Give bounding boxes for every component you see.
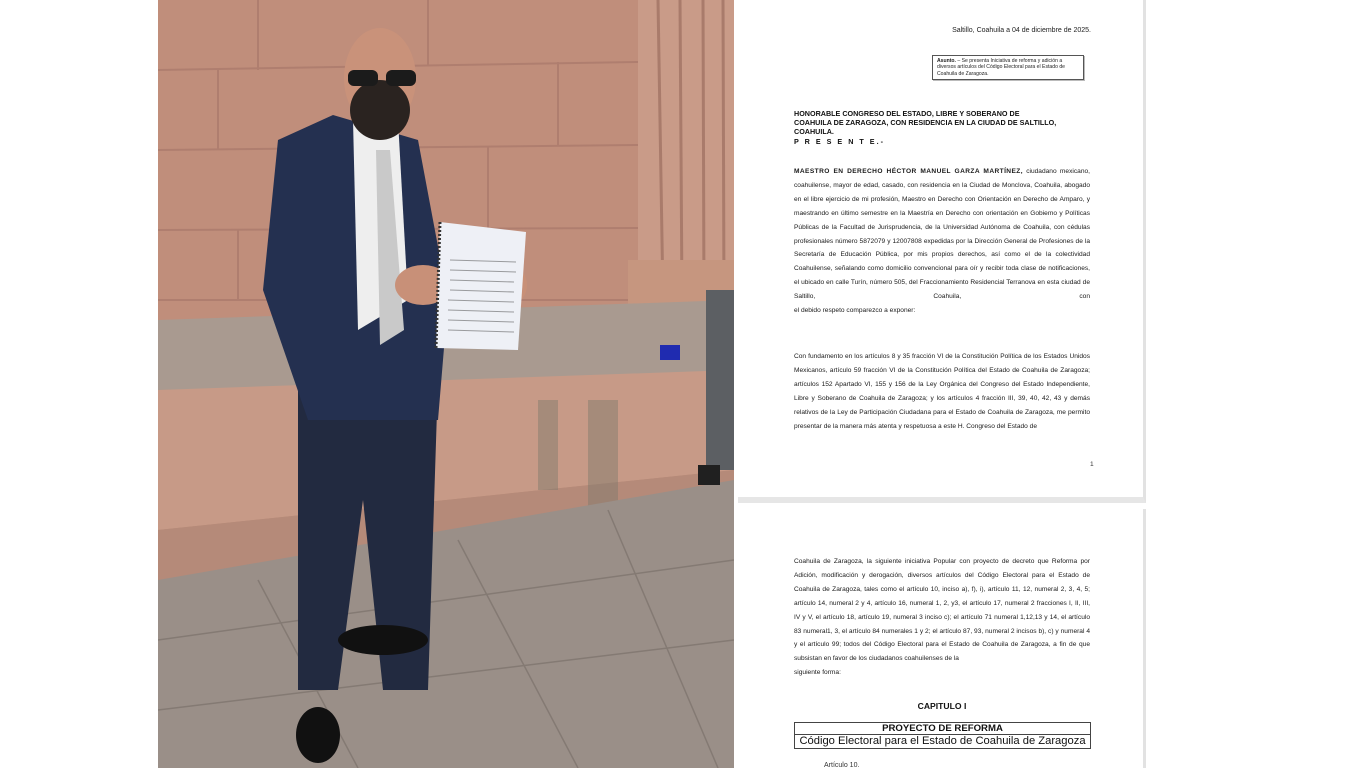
date-line: Saltillo, Coahuila a 04 de diciembre de 2025. <box>952 27 1091 34</box>
addressee-line: HONORABLE CONGRESO DEL ESTADO, LIBRE Y SOBERANO DE <box>794 109 1020 118</box>
subject-text: – Se presenta Iniciativa de reforma y adición a diversos artículos del Código Electoral para el Estado de Coahuila de Zaragoza. <box>937 58 1065 77</box>
paragraph-text: Coahuila de Zaragoza, la siguiente iniciativa Popular con proyecto de decreto que Reforma por Adición, modificación y derogación, diversos artículos del Código Electoral para el Estado de Coahuila de Zaragoza, tales como el artículo 10, inciso a), f), i), artículo 11, 12, numeral 2, 3, 4, 5; artículo 14, numeral 2 y 4, artículo 16, numeral 1, 2, y3, el artículo 17, numeral 2 fracciones I, II, III, IV y V, el artículo 18, artículo 19, numeral 3 inciso c); el artículo 71 numeral 1,12,13 y 14, el artículo 83 numeral1, 3, el artículo 84 numerales 1 y 2; el artículo 87, 93, numeral 2 incisos b), c) y numeral 4 y el artículo 99; todos del Código Electoral para el Estado de Coahuila de Zaragoza, a fin de que subsistan en favor de los ciudadanos coahuilenses de la <box>794 558 1090 663</box>
paragraph-last-line: siguiente forma: <box>794 669 841 677</box>
photo-scene <box>158 0 734 768</box>
paragraph-initiative <box>794 555 1090 680</box>
reform-subtitle: Código Electoral para el Estado de Coahuila de Zaragoza <box>799 735 1086 747</box>
article-heading-cut: Artículo 10. <box>824 762 860 769</box>
subject-box <box>932 55 1084 80</box>
chapter-heading: CAPITULO I <box>917 701 967 711</box>
photo-man-holding-initiative <box>158 0 734 768</box>
subject-label: Asunto. <box>937 58 956 64</box>
addressee-line: COAHUILA DE ZARAGOZA, CON RESIDENCIA EN LA CIUDAD DE SALTILLO, <box>794 118 1057 128</box>
reform-title: PROYECTO DE REFORMA <box>795 723 1090 735</box>
paragraph-introduction <box>794 165 1090 318</box>
addressee-line: COAHUILA. <box>794 127 834 137</box>
paragraph-text: ciudadano mexicano, coahuilense, mayor de edad, casado, con residencia en la Ciudad de Monclova, Coahuila, abogado en el libre ejercicio de mi profesión, Maestro en Derecho con Orientación en Derecho de Amparo, y maestrando en último semestre en la Maestría en Derecho con orientación en Gobiemo y Políticas Públicas de la Facultad de Jurisprudencia, de la Universidad Autónoma de Coahuila, con cédulas profesionales número 5872079 y 12007808 expedidas por la Dirección General de Profesiones de la Secretaría de Educación Pública, por mis propios derechos, así como el de la colectividad Coahuilense, señalando como domicilio convencional para oír y recibir toda clase de notificaciones, el ubicado en calle Turín, número 505, del Fraccionamiento Residencial Terranova en esta ciudad de Saltillo, Coahuila, con <box>794 168 1090 301</box>
page-number: 1 <box>1090 461 1094 468</box>
addressee-block <box>794 109 1090 146</box>
paragraph-legal-basis: Con fundamento en los artículos 8 y 35 fracción VI de la Constitución Política de los Estados Unidos Mexicanos, artículo 59 fracción VI de la Constitución Política del Estado de Coahuila de Zaragoza; artículos 152 Apartado VI, 155 y 156 de la Ley Orgánica del Congreso del Estado Independiente, Libre y Soberano de Coahuila de Zaragoza; y los artículos 4 fracción III, 39, 40, 42, 43 y demás relativos de la Ley de Participación Ciudadana para el Estado de Coahuila de Zaragoza, me permito presentar de la manera más atenta y respetuosa a este H. Congreso del Estado de <box>794 353 1090 430</box>
reform-title-box <box>794 722 1091 749</box>
author-name: MAESTRO EN DERECHO HÉCTOR MANUEL GARZA MARTÍNEZ, <box>794 168 1023 175</box>
document-page-1 <box>738 0 1146 503</box>
paragraph-last-line: el debido respeto comparezco a exponer: <box>794 307 916 315</box>
presente-line: P R E S E N T E.- <box>794 136 885 146</box>
